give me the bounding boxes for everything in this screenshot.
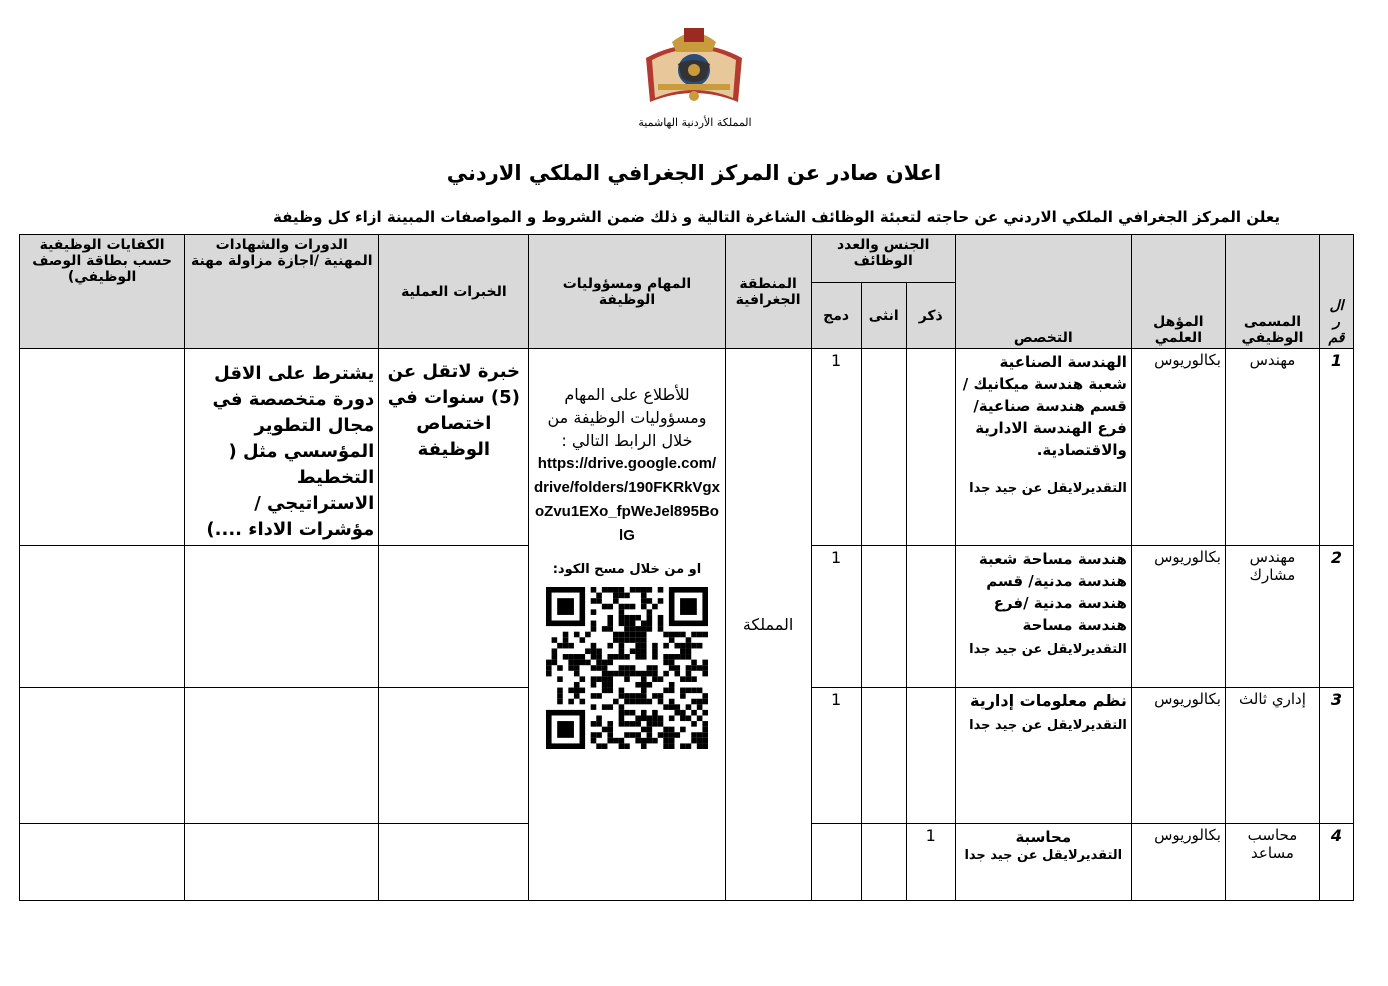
- job-title-cell: مهندس: [1225, 349, 1319, 546]
- competencies-cell: [20, 349, 185, 546]
- tasks-link[interactable]: https://drive.google.com/drive/folders/190FKRkVgxoZvu1EXo_fpWeJel895BolG: [534, 455, 720, 544]
- male-count: [906, 349, 955, 546]
- qualification-cell: بكالوريوس: [1131, 546, 1225, 688]
- job-title-cell: إداري ثالث: [1225, 688, 1319, 824]
- header-courses: الدورات والشهادات المهنية /اجازة مزاولة مهنة: [185, 235, 379, 349]
- qr-code-image[interactable]: [546, 587, 708, 749]
- specialization-cell: [955, 546, 1131, 688]
- grade-requirement: التقديرلايقل عن جيد جدا: [964, 848, 1123, 863]
- header-region: المنطقة الجغرافية: [725, 235, 811, 349]
- grade-requirement: التقديرلايقل عن جيد جدا: [969, 481, 1127, 496]
- female-count: [861, 349, 906, 546]
- header-specialization: التخصص: [955, 235, 1131, 349]
- male-count: [906, 688, 955, 824]
- table-row: [20, 349, 1354, 546]
- header-job-title: المسمى الوظيفي: [1225, 235, 1319, 349]
- announcement-title: اعلان صادر عن المركز الجغرافي الملكي الاردني: [446, 161, 942, 185]
- specialization-cell: [955, 824, 1131, 901]
- row-number: 4: [1319, 824, 1353, 901]
- vacancies-table: [19, 234, 1354, 901]
- specialization-text: هندسة مساحة شعبة هندسة مدنية/ قسم هندسة مدنية /فرع هندسة مساحة: [978, 550, 1127, 634]
- grade-requirement: التقديرلايقل عن جيد جدا: [969, 642, 1127, 657]
- header-experience: الخبرات العملية: [379, 235, 529, 349]
- courses-text: يشترط على الاقل دورة متخصصة في مجال التطوير المؤسسي مثل ( التخطيط الاستراتيجي / مؤشرات الاداء ....): [206, 363, 375, 540]
- specialization-cell: [955, 349, 1131, 546]
- merged-count: 1: [811, 688, 861, 824]
- competencies-cell: [20, 688, 185, 824]
- specialization-cell: [955, 688, 1131, 824]
- qualification-cell: بكالوريوس: [1131, 824, 1225, 901]
- specialization-text: نظم معلومات إدارية: [969, 691, 1127, 710]
- experience-cell: [379, 824, 529, 901]
- region-cell: المملكة: [725, 349, 811, 901]
- row-number: 1: [1319, 349, 1353, 546]
- announcement-intro: يعلن المركز الجغرافي الملكي الاردني عن حاجته لتعبئة الوظائف الشاغرة التالية و ذلك ضمن الشروط و المواصفات المبينة ازاء كل وظيفة: [272, 208, 1280, 226]
- qr-note: او من خلال مسح الكود:: [552, 562, 702, 577]
- courses-cell: [185, 688, 379, 824]
- courses-cell: [185, 824, 379, 901]
- experience-text: خبرة لاتقل عن (5) سنوات في اختصاص الوظيفة: [387, 361, 521, 460]
- specialization-text: الهندسة الصناعية شعبة هندسة ميكانيك /قسم هندسة صناعية/ فرع الهندسة الادارية والاقتصادية.: [962, 353, 1127, 459]
- experience-cell: [379, 688, 529, 824]
- female-count: [861, 546, 906, 688]
- male-count: 1: [906, 824, 955, 901]
- tasks-text: للأطلاع على المهام ومسؤوليات الوظيفة من خلال الرابط التالي :: [547, 385, 707, 450]
- male-count: [906, 546, 955, 688]
- header-qualification: المؤهل العلمي: [1131, 235, 1225, 349]
- competencies-cell: [20, 546, 185, 688]
- row-number: 3: [1319, 688, 1353, 824]
- specialization-text: محاسبة: [1015, 828, 1072, 846]
- header-gender-count: الجنس والعدد الوظائف: [811, 235, 955, 283]
- courses-cell: [185, 546, 379, 688]
- merged-count: [811, 824, 861, 901]
- emblem-caption: المملكة الأردنية الهاشمية: [638, 116, 752, 129]
- row-number: 2: [1319, 546, 1353, 688]
- header-male: ذكر: [906, 283, 955, 349]
- female-count: [861, 688, 906, 824]
- experience-cell: [379, 349, 529, 546]
- experience-cell: [379, 546, 529, 688]
- qualification-cell: بكالوريوس: [1131, 349, 1225, 546]
- header-merged: دمج: [811, 283, 861, 349]
- header-number: ال ر قم: [1319, 235, 1353, 349]
- female-count: [861, 824, 906, 901]
- job-title-cell: مهندس مشارك: [1225, 546, 1319, 688]
- header-competencies: الكفايات الوظيفية حسب بطاقة الوصف الوظيفي): [20, 235, 185, 349]
- tasks-cell: [529, 349, 725, 901]
- merged-count: 1: [811, 546, 861, 688]
- qualification-cell: بكالوريوس: [1131, 688, 1225, 824]
- courses-cell: [185, 349, 379, 546]
- header-tasks: المهام ومسؤوليات الوظيفة: [529, 235, 725, 349]
- jordan-coat-of-arms-emblem: [638, 22, 750, 110]
- competencies-cell: [20, 824, 185, 901]
- grade-requirement: التقديرلايقل عن جيد جدا: [969, 718, 1127, 733]
- merged-count: 1: [811, 349, 861, 546]
- job-title-cell: محاسب مساعد: [1225, 824, 1319, 901]
- header-female: انثى: [861, 283, 906, 349]
